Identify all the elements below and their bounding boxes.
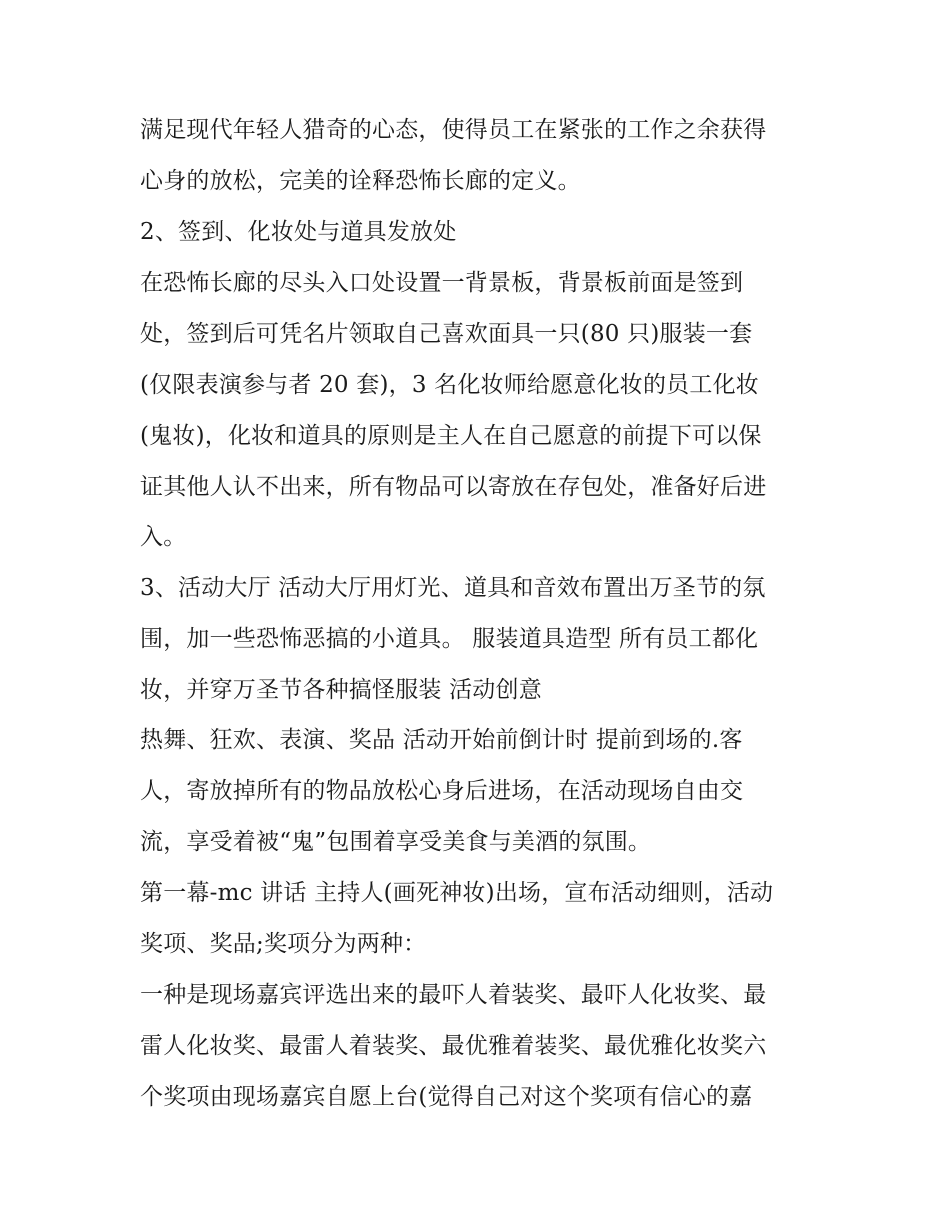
text-line: 个奖项由现场嘉宾自愿上台(觉得自己对这个奖项有信心的嘉 [140,1084,753,1110]
text-line: (仅限表演参与者 20 套)，3 名化妆师给愿意化妆的员工化妆 [140,372,759,398]
text-line: 处，签到后可凭名片领取自己喜欢面具一只(80 只)服装一套 [140,321,753,347]
text-line: 入。 [140,524,187,550]
text-line: 围，加一些恐怖恶搞的小道具。 服装道具造型 所有员工都化 [140,626,759,652]
text-line: 雷人化妆奖、最雷人着装奖、最优雅着装奖、最优雅化妆奖六 [140,1033,767,1059]
text-line: 第一幕-mc 讲话 主持人(画死神妆)出场，宣布活动细则，活动 [140,880,774,906]
text-line: 满足现代年轻人猎奇的心态，使得员工在紧张的工作之余获得 [140,117,767,143]
text-line: 在恐怖长廊的尽头入口处设置一背景板，背景板前面是签到 [140,270,744,296]
text-line: 一种是现场嘉宾评选出来的最吓人着装奖、最吓人化妆奖、最 [140,982,767,1008]
section-heading: 2、签到、化妆处与道具发放处 [140,219,457,245]
text-line: 妆，并穿万圣节各种搞怪服装 活动创意 [140,677,542,703]
text-line: 心身的放松，完美的诠释恐怖长廊的定义。 [140,168,581,194]
text-line: 证其他人认不出来，所有物品可以寄放在存包处，准备好后进 [140,474,767,500]
section-heading: 3、活动大厅 活动大厅用灯光、道具和音效布置出万圣节的氛 [140,575,766,601]
text-line: 热舞、狂欢、表演、奖品 活动开始前倒计时 提前到场的.客 [140,727,743,753]
text-line: 奖项、奖品;奖项分为两种： [140,931,427,957]
text-line: (鬼妆)，化妆和道具的原则是主人在自己愿意的前提下可以保 [140,423,762,449]
text-line: 人，寄放掉所有的物品放松心身后进场，在活动现场自由交 [140,778,744,804]
text-line: 流，享受着被“鬼”包围着享受美食与美酒的氛围。 [140,829,652,855]
